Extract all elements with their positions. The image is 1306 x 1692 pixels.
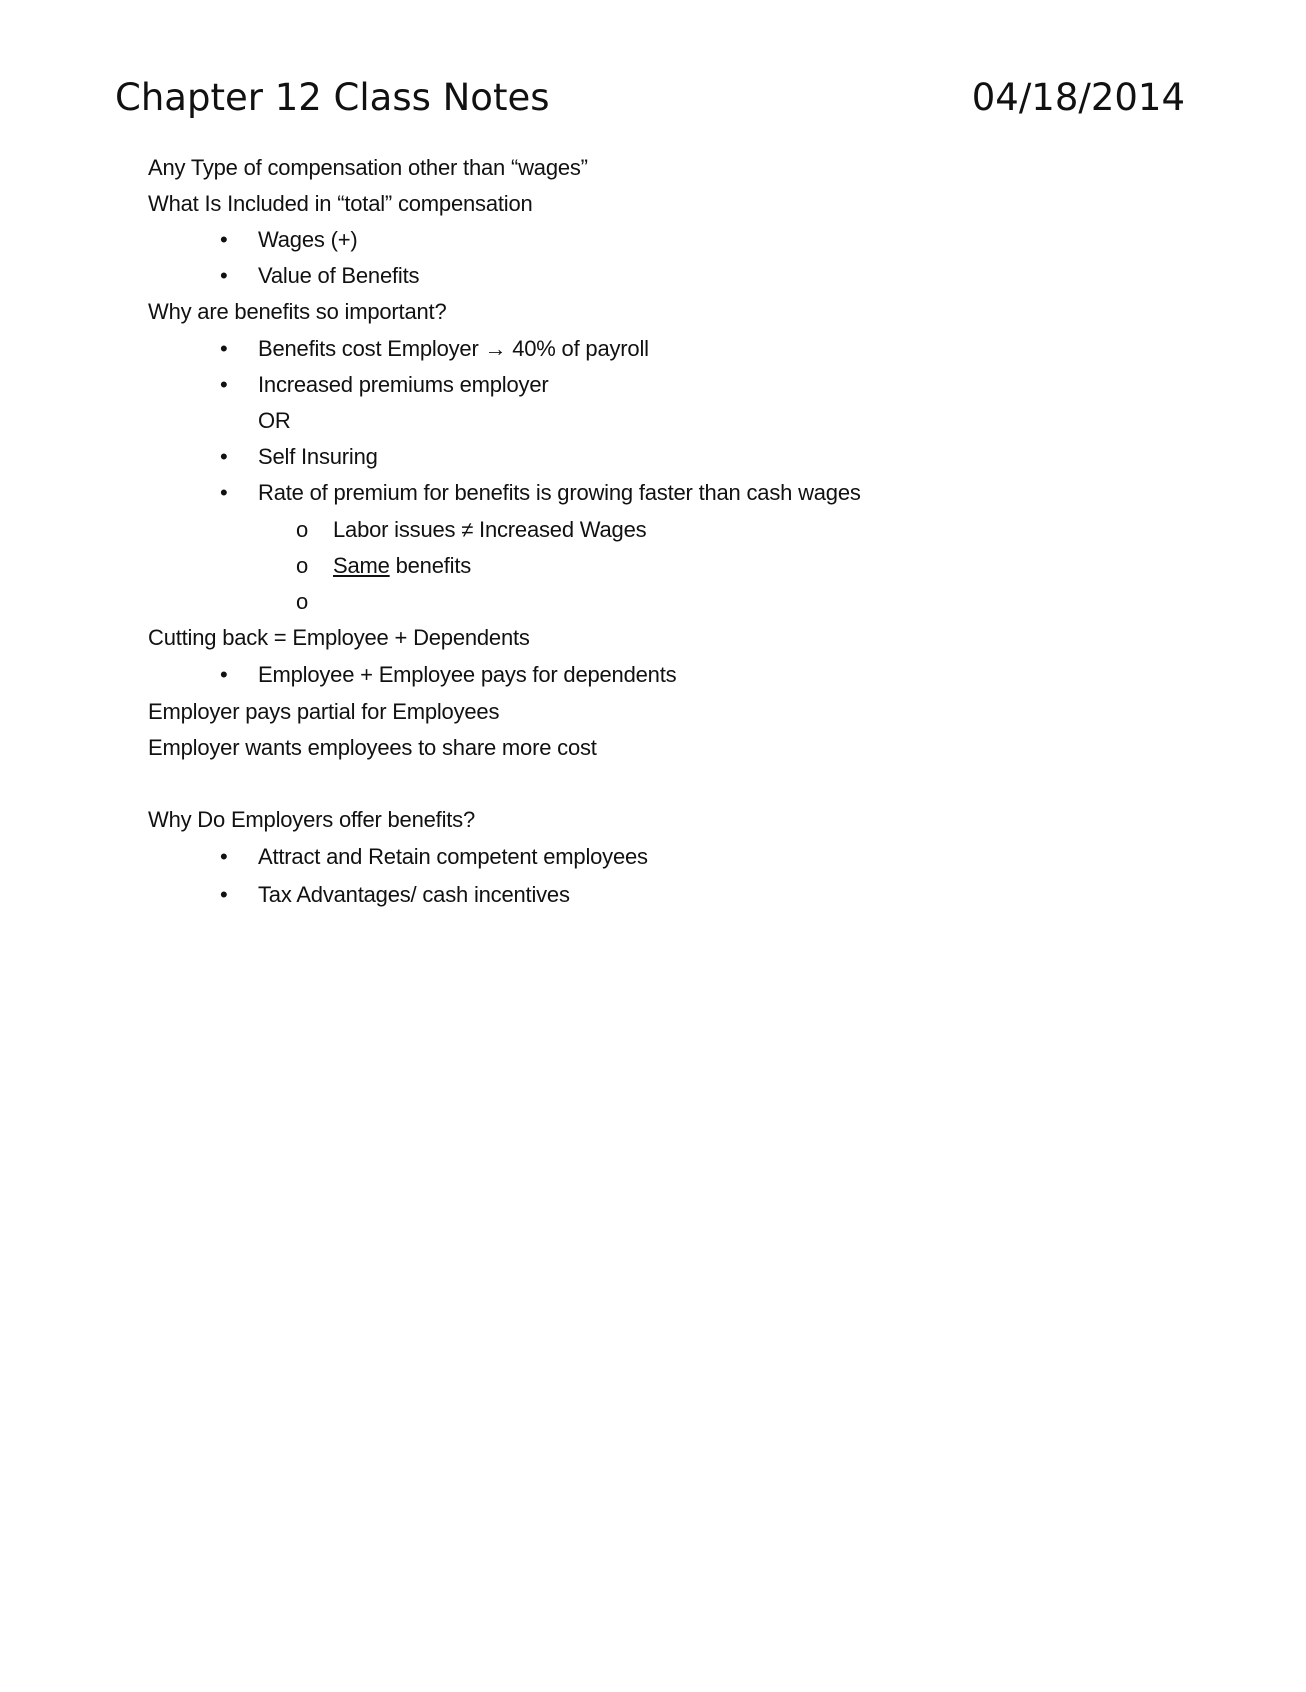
note-line: Employer pays partial for Employees [148, 699, 500, 724]
sub-bullet-marker: o [296, 553, 309, 578]
sub-bullet-item: Labor issues ≠ Increased Wages [333, 517, 647, 542]
bullet-item: Value of Benefits [258, 263, 420, 288]
bullet-marker: • [220, 844, 228, 869]
bullet-marker: • [220, 882, 228, 907]
bullet-item: Employee + Employee pays for dependents [258, 662, 677, 687]
document-date: 04/18/2014 [971, 76, 1185, 119]
bullet-item: Increased premiums employer [258, 372, 549, 397]
sub-bullet-marker: o [296, 517, 309, 542]
note-line: Why are benefits so important? [148, 299, 447, 324]
note-line: Cutting back = Employee + Dependents [148, 625, 530, 650]
bullet-item: Tax Advantages/ cash incentives [258, 882, 570, 907]
sub-bullet-text: benefits [389, 553, 472, 578]
document-title: Chapter 12 Class Notes [115, 76, 550, 119]
bullet-marker: • [220, 336, 228, 361]
bullet-item: Wages (+) [258, 227, 358, 252]
bullet-marker: • [220, 662, 228, 687]
note-line: Any Type of compensation other than “wages” [148, 155, 588, 180]
underlined-word: Same [333, 553, 390, 578]
bullet-item: Benefits cost Employer → 40% of payroll [258, 336, 649, 361]
bullet-item: Rate of premium for benefits is growing faster than cash wages [258, 480, 861, 505]
bullet-marker: • [220, 372, 228, 397]
bullet-item: Attract and Retain competent employees [258, 844, 648, 869]
sub-bullet-marker: o [296, 589, 309, 614]
or-text: OR [258, 408, 291, 433]
note-line: Why Do Employers offer benefits? [148, 807, 476, 832]
sub-bullet-item [333, 551, 471, 581]
bullet-marker: • [220, 263, 228, 288]
bullet-marker: • [220, 227, 228, 252]
note-line: What Is Included in “total” compensation [148, 191, 533, 216]
bullet-marker: • [220, 480, 228, 505]
bullet-marker: • [220, 444, 228, 469]
bullet-item: Self Insuring [258, 444, 378, 469]
note-line: Employer wants employees to share more cost [148, 735, 597, 760]
